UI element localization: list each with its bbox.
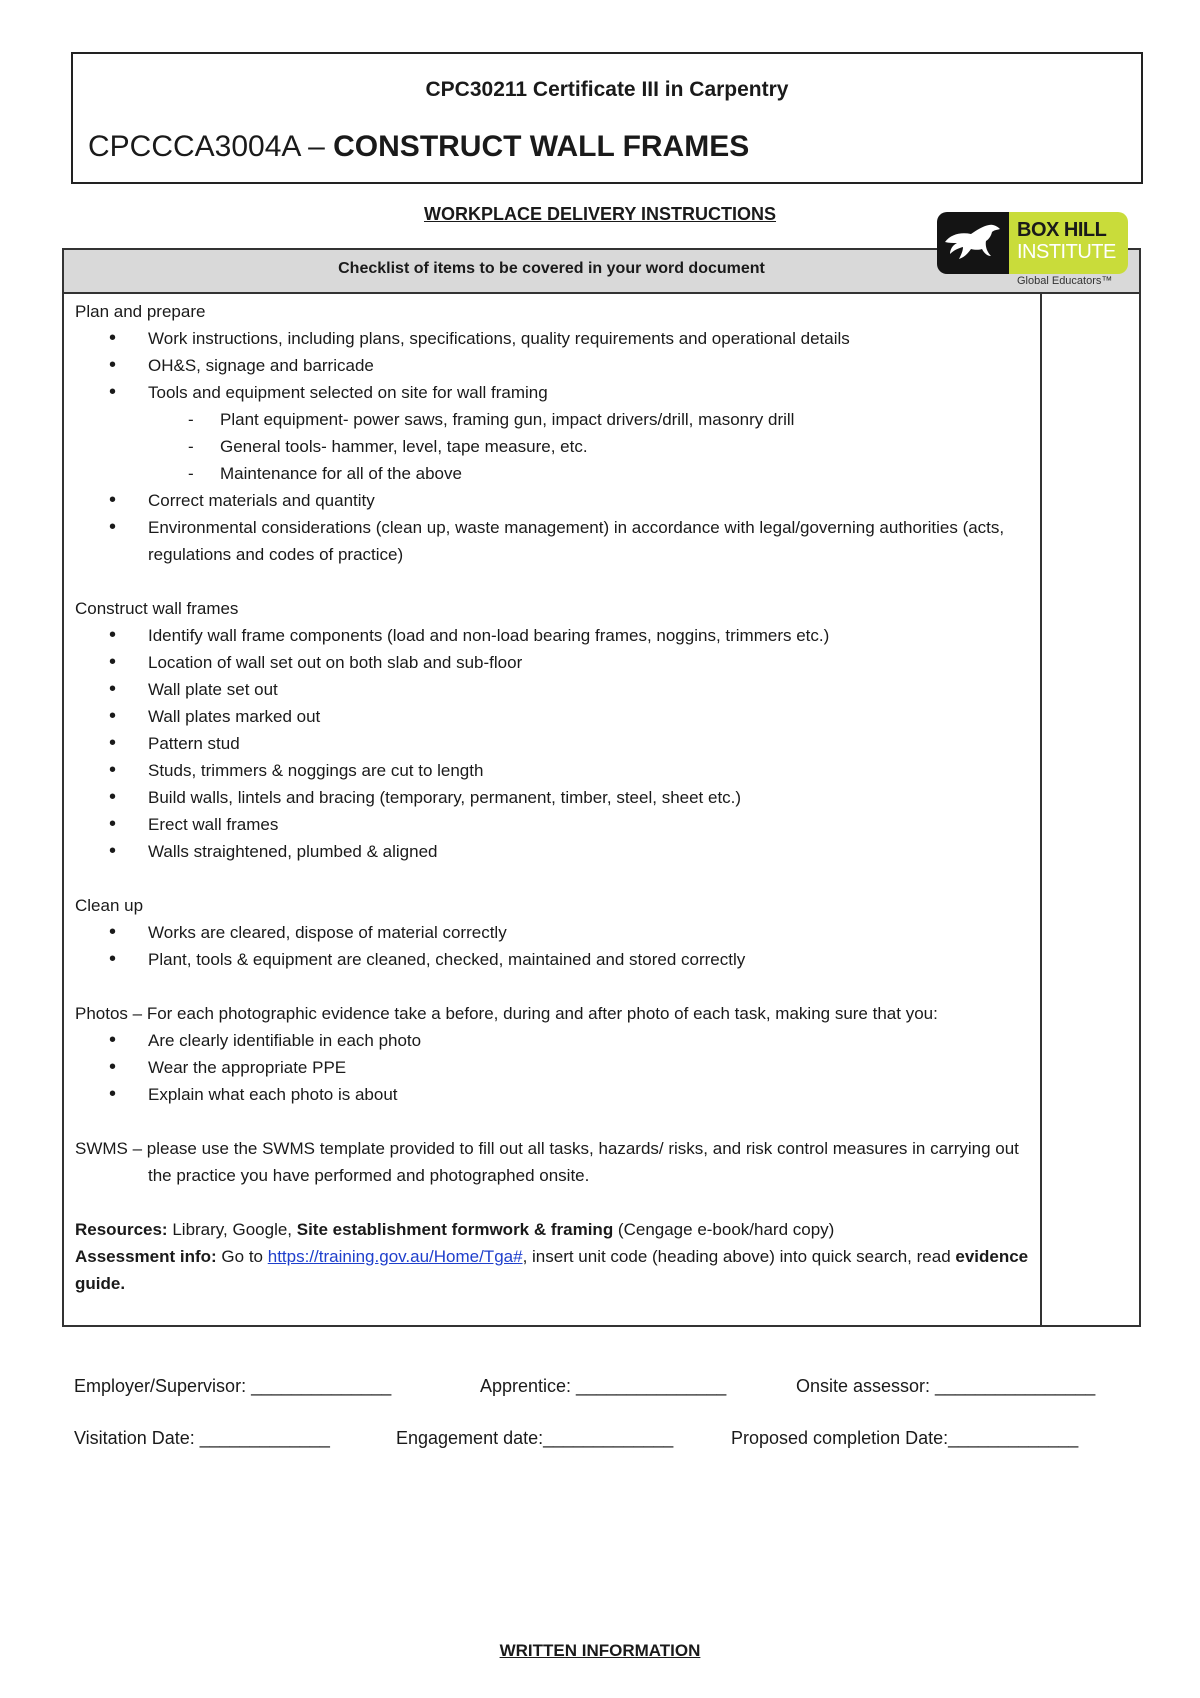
list-item: • Identify wall frame components (load and non-load bearing frames, noggins, trimmers etc.) bbox=[75, 622, 1035, 649]
box-hill-logo bbox=[937, 212, 1132, 290]
visitation-date-field[interactable]: Visitation Date: _____________ bbox=[74, 1428, 330, 1448]
spacer bbox=[75, 1108, 1035, 1135]
photos-list bbox=[75, 1027, 1035, 1108]
sub-list-item: - General tools- hammer, level, tape measure, etc. bbox=[75, 433, 1035, 460]
unit-title: CONSTRUCT WALL FRAMES bbox=[333, 130, 750, 163]
unit-code: CPCCCA3004A – bbox=[88, 130, 334, 163]
sub-list-item: - Plant equipment- power saws, framing gun, impact drivers/drill, masonry drill bbox=[75, 406, 1035, 433]
assessment-text: , insert unit code (heading above) into quick search, read bbox=[522, 1247, 956, 1266]
assessment-line bbox=[75, 1243, 1035, 1297]
section-cleanup-title: Clean up bbox=[75, 896, 144, 915]
list-item: • Wall plate set out bbox=[75, 676, 1035, 703]
list-item: • Wear the appropriate PPE bbox=[75, 1054, 1035, 1081]
logo-tagline: Global Educators™ bbox=[1017, 275, 1113, 287]
list-item: • Environmental considerations (clean up, waste management) in accordance with legal/governing authorities (acts, regulations and codes of practice) bbox=[75, 514, 1035, 568]
delivery-heading: WORKPLACE DELIVERY INSTRUCTIONS bbox=[423, 204, 777, 224]
list-item: • Location of wall set out on both slab and sub-floor bbox=[75, 649, 1035, 676]
training-gov-link[interactable]: https://training.gov.au/Home/Tga# bbox=[267, 1247, 523, 1266]
evidence-guide: evidence guide. bbox=[75, 1247, 1029, 1293]
header-box bbox=[71, 52, 1143, 184]
list-item: • Walls straightened, plumbed & aligned bbox=[75, 838, 1035, 865]
construct-list bbox=[75, 622, 1035, 865]
spacer bbox=[75, 865, 1035, 892]
employer-supervisor-field[interactable]: Employer/Supervisor: ______________ bbox=[74, 1376, 392, 1396]
resources-text: Library, Google, bbox=[167, 1220, 297, 1239]
tick-column bbox=[1040, 294, 1042, 1325]
assessment-label: Assessment info: bbox=[75, 1247, 217, 1266]
list-item: • Erect wall frames bbox=[75, 811, 1035, 838]
section-construct-title: Construct wall frames bbox=[75, 599, 239, 618]
resources-book-title: Site establishment formwork & framing bbox=[296, 1220, 614, 1239]
sub-list-item: - Maintenance for all of the above bbox=[75, 460, 1035, 487]
written-information-heading: WRITTEN INFORMATION bbox=[499, 1641, 701, 1660]
list-item: • Plant, tools & equipment are cleaned, checked, maintained and stored correctly bbox=[75, 946, 1035, 973]
list-item: • OH&S, signage and barricade bbox=[75, 352, 1035, 379]
logo-line2: INSTITUTE bbox=[1017, 241, 1116, 263]
photos-intro: Photos – For each photographic evidence take a before, during and after photo of each task, making sure that you: bbox=[75, 1004, 938, 1023]
assessment-go-to: Go to bbox=[216, 1247, 268, 1266]
checklist-table bbox=[62, 248, 1141, 1327]
cleanup-list bbox=[75, 919, 1035, 973]
plan-list bbox=[75, 325, 1035, 406]
checklist-header: Checklist of items to be covered in your word document bbox=[338, 260, 765, 277]
resources-text-2: (Cengage e-book/hard copy) bbox=[613, 1220, 835, 1239]
logo-line1: BOX HILL bbox=[1017, 219, 1107, 241]
horse-icon bbox=[937, 212, 1009, 274]
section-plan-title: Plan and prepare bbox=[75, 302, 206, 321]
logo-horse-panel bbox=[937, 212, 1009, 274]
list-item: • Are clearly identifiable in each photo bbox=[75, 1027, 1035, 1054]
certificate-title: CPC30211 Certificate III in Carpentry bbox=[425, 78, 789, 101]
list-item: • Explain what each photo is about bbox=[75, 1081, 1035, 1108]
engagement-date-field[interactable]: Engagement date:_____________ bbox=[396, 1428, 674, 1448]
tools-sublist bbox=[75, 406, 1035, 487]
unit-heading bbox=[88, 130, 749, 164]
swms-paragraph: SWMS – please use the SWMS template provided to fill out all tasks, hazards/ risks, and risk control measures in carrying out the practice you have performed and photographed onsite. bbox=[75, 1139, 1019, 1185]
list-item-text: Tools and equipment selected on site for wall framing bbox=[148, 383, 548, 402]
list-item: • Work instructions, including plans, specifications, quality requirements and operational details bbox=[75, 325, 1035, 352]
spacer bbox=[75, 973, 1035, 1000]
list-item: • Correct materials and quantity bbox=[75, 487, 1035, 514]
proposed-completion-date-field[interactable]: Proposed completion Date:_____________ bbox=[731, 1428, 1079, 1448]
list-item: • Pattern stud bbox=[75, 730, 1035, 757]
resources-line bbox=[75, 1216, 1035, 1243]
apprentice-field[interactable]: Apprentice: _______________ bbox=[480, 1376, 727, 1396]
list-item: • Wall plates marked out bbox=[75, 703, 1035, 730]
onsite-assessor-field[interactable]: Onsite assessor: ________________ bbox=[796, 1376, 1096, 1396]
resources-label: Resources: bbox=[75, 1220, 168, 1239]
list-item: • Build walls, lintels and bracing (temporary, permanent, timber, steel, sheet etc.) bbox=[75, 784, 1035, 811]
plan-list-cont bbox=[75, 487, 1035, 568]
list-item: • Works are cleared, dispose of material correctly bbox=[75, 919, 1035, 946]
checklist-content bbox=[75, 298, 1035, 1297]
list-item: • Studs, trimmers & noggings are cut to length bbox=[75, 757, 1035, 784]
list-item bbox=[75, 379, 1035, 406]
logo-text bbox=[1017, 219, 1116, 263]
spacer bbox=[75, 568, 1035, 595]
spacer bbox=[75, 1189, 1035, 1216]
